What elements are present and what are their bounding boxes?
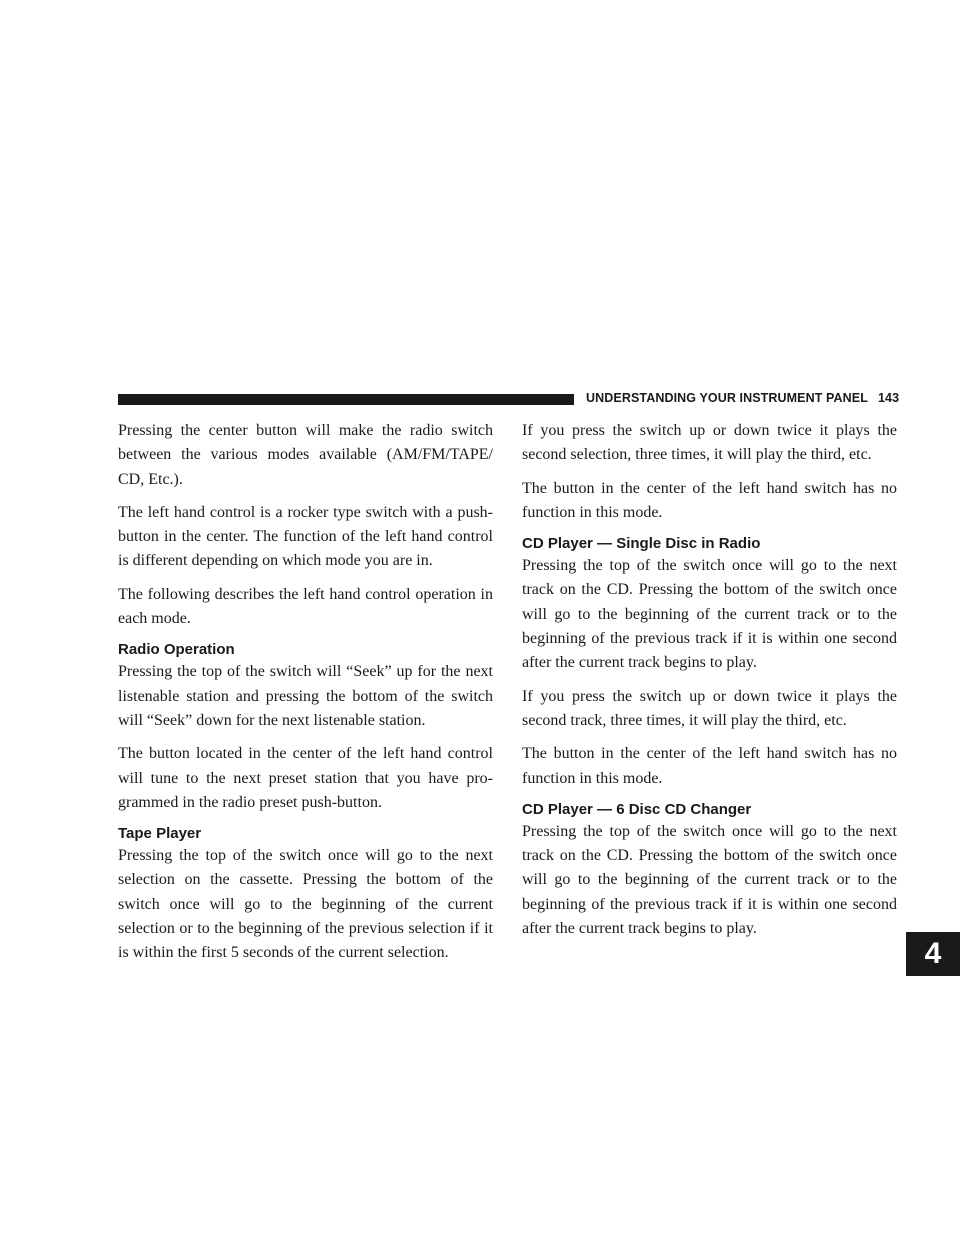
paragraph: Pressing the top of the switch once will go to the next selection on the cassette. Pressing the bottom of the switch once will go to the beginning of the current selection or to the beginning of the previous selection if it is within the first 5 seconds of the current selection. <box>118 847 493 962</box>
paragraph: If you press the switch up or down twice it plays the second track, three times, it will play the third, etc. <box>522 687 897 729</box>
paragraph: The button in the center of the left hand switch has no function in this mode. <box>522 479 897 521</box>
chapter-tab: 4 <box>906 932 960 976</box>
header-title: UNDERSTANDING YOUR INSTRUMENT PANEL <box>586 391 868 405</box>
section-heading-tape-player: Tape Player <box>118 825 202 843</box>
left-column <box>118 419 493 975</box>
header-rule <box>118 394 574 405</box>
paragraph: The following describes the left hand control operation in each mode. <box>118 585 493 628</box>
right-column <box>522 419 897 950</box>
paragraph: The button in the center of the left hand switch has no function in this mode. <box>522 745 897 787</box>
paragraph: The left hand control is a rocker type switch with a push-button in the center. The function of the left hand control is different depending on which mode you are in. <box>118 503 493 570</box>
section-heading-cd-single-disc: CD Player — Single Disc in Radio <box>522 535 761 553</box>
paragraph: Pressing the top of the switch once will go to the next track on the CD. Pressing the bottom of the switch once will go to the beginning of the current track or to the beginning of the previous track if it is within one second after the current track begins to play. <box>522 557 897 672</box>
section-heading-cd-changer: CD Player — 6 Disc CD Changer <box>522 800 752 818</box>
paragraph: If you press the switch up or down twice it plays the second selection, three times, it will play the third, etc. <box>522 422 897 464</box>
section-heading-radio-operation: Radio Operation <box>118 641 235 659</box>
running-header <box>586 391 900 405</box>
paragraph: Pressing the top of the switch will “Seek” up for the next listenable station and pressing the bottom of the switch will “Seek” down for the next listenable station. <box>118 663 493 729</box>
paragraph: Pressing the top of the switch once will go to the next track on the CD. Pressing the bottom of the switch once will go to the beginning of the current track or to the beginning of the previous track if it is within one second after the current track begins to play. <box>522 822 897 938</box>
paragraph: The button located in the center of the left hand control will tune to the next preset station that you have pro- grammed in the radio preset push-button. <box>118 745 493 811</box>
paragraph: Pressing the center button will make the radio switch between the various modes available (AM/FM/TAPE/ CD, Etc.). <box>118 422 493 488</box>
page-number: 143 <box>877 391 900 405</box>
